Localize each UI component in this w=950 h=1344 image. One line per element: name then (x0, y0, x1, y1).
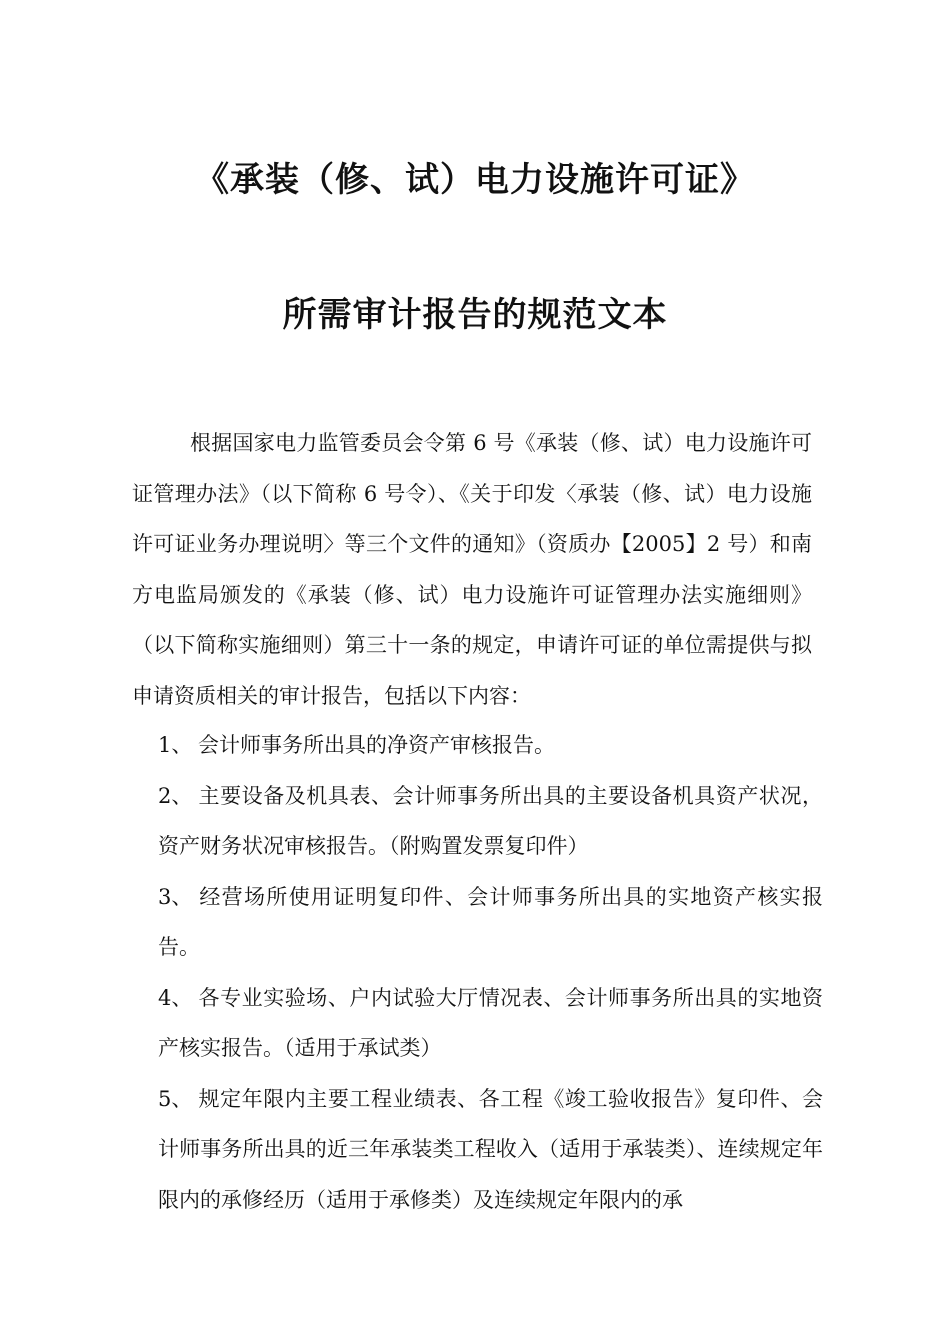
list-item-text: 会计师事务所出具的净资产审核报告。 (198, 733, 555, 757)
list-item-text: 规定年限内主要工程业绩表、各工程《竣工验收报告》复印件、会计师事务所出具的近三年承装类工程收入（适用于承装类）、连续规定年限内的承修经历（适用于承修类）及连续规定年限内的承 (158, 1086, 823, 1212)
list-item-number: 1、 (158, 733, 193, 757)
list-item-number: 3、 (158, 884, 193, 909)
document-title: 《承装（修、试）电力设施许可证》 (195, 160, 755, 200)
intro-paragraph: 根据国家电力监管委员会令第 6 号《承装（修、试）电力设施许可证管理办法》（以下简称 6 号令）、《关于印发〈承装（修、试）电力设施许可证业务办理说明〉等三个文件的通知》（资质办【2005】2 号）和南方电监局颁发的《承装（修、试）电力设施许可证管理办法实施细则》（以下简称实施细则）第三十一条的规定，申请许可证的单位需提供与拟申请资质相关的审计报告，包括以下内容： (132, 431, 812, 708)
list-item (158, 1074, 823, 1226)
list-item (158, 872, 823, 973)
list-item-number: 2、 (158, 783, 193, 808)
list-item-text: 经营场所使用证明复印件、会计师事务所出具的实地资产核实报告。 (158, 884, 823, 959)
document-subtitle: 所需审计报告的规范文本 (282, 295, 668, 335)
list-item (158, 720, 823, 771)
list-item (158, 973, 823, 1074)
requirements-list (158, 720, 823, 1225)
list-item-number: 5、 (158, 1086, 193, 1111)
list-item-text: 主要设备及机具表、会计师事务所出具的主要设备机具资产状况，资产财务状况审核报告。（附购置发票复印件） (158, 783, 823, 858)
list-item-text: 各专业实验场、户内试验大厅情况表、会计师事务所出具的实地资产核实报告。（适用于承试类） (158, 985, 823, 1060)
list-item (158, 771, 823, 872)
list-item-number: 4、 (158, 985, 193, 1010)
